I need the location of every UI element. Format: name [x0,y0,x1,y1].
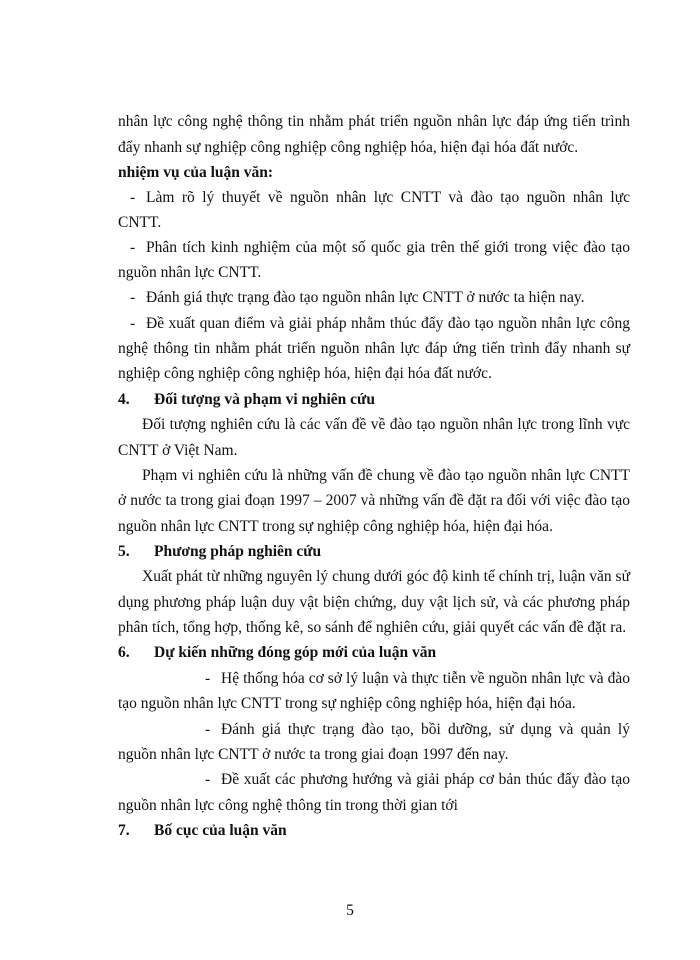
list-item-text: Đề xuất các phương hướng và giải pháp cơ bản thúc đẩy đào tạo [221,771,630,788]
section-title: Đối tượng và phạm vi nghiên cứu [154,391,375,408]
section-number: 6. [118,644,130,661]
section-number: 5. [118,543,130,560]
section-heading-7 [118,821,287,841]
section-title: Dự kiến những đóng góp mới của luận văn [154,644,437,661]
paragraph-line: Phạm vi nghiên cứu là những vấn đề chung về đào tạo nguồn nhân lực CNTT [142,467,630,484]
paragraph-line: ở nước ta trong giai đoạn 1997 – 2007 và những vấn đề đặt ra đối với việc đào tạo [118,492,630,509]
bullet-dash: - [130,239,136,256]
paragraph-line: nhân lực công nghệ thông tin nhằm phát triển nguồn nhân lực đáp ứng tiến trình [118,113,630,130]
paragraph-line: nguồn nhân lực CNTT ở nước ta trong giai đoạn 1997 đến nay. [118,746,509,763]
paragraph-line: đẩy nhanh sự nghiệp công nghiệp công nghiệp hóa, hiện đại hóa đất nước. [118,139,579,156]
section-heading-nhiem-vu: nhiệm vụ của luận văn: [118,164,274,181]
section-title: Phương pháp nghiên cứu [154,543,322,560]
page-number: 5 [346,902,354,919]
section-heading-6 [118,643,436,663]
paragraph-line: CNTT. [118,214,162,231]
section-heading-5 [118,542,321,562]
bullet-dash: - [130,315,136,332]
bullet-dash: - [130,189,136,206]
paragraph-line: nghiệp công nghiệp công nghiệp hóa, hiện đại hóa đất nước. [118,365,492,382]
section-number: 4. [118,391,130,408]
paragraph-line: nguồn nhân lực CNTT trong sự nghiệp công nghiệp hóa, hiện đại hóa. [118,518,553,535]
bullet-dash: - [205,670,211,687]
section-title: Bố cục của luận văn [154,822,287,839]
bullet-dash: - [205,721,211,738]
list-item [130,314,630,334]
paragraph-line: Đối tượng nghiên cứu là các vấn đề về đào tạo nguồn nhân lực trong lĩnh vực [142,416,630,433]
paragraph-line: Xuất phát từ những nguyên lý chung dưới góc độ kinh tế chính trị, luận văn sử [142,568,630,585]
list-item-text: Phân tích kinh nghiệm của một số quốc gia trên thế giới trong việc đào tạo [146,239,630,256]
paragraph-line: nguồn nhân lực công nghệ thông tin trong thời gian tới [118,797,458,814]
list-item-text: Đề xuất quan điểm và giải pháp nhằm thúc đẩy đào tạo nguồn nhân lực công [146,315,630,332]
list-item [205,720,630,740]
bullet-dash: - [205,771,211,788]
section-heading-4 [118,390,375,410]
list-item [130,288,584,308]
paragraph-line: phân tích, tổng hợp, thống kê, so sánh để nghiên cứu, giải quyết các vấn đề đặt ra. [118,619,627,636]
paragraph-line: dụng phương pháp luận duy vật biện chứng, duy vật lịch sử, và các phương pháp [118,594,630,611]
list-item [130,188,630,208]
paragraph-line: nguồn nhân lực CNTT. [118,264,262,281]
paragraph-line: nghệ thông tin nhằm phát triển nguồn nhân lực đáp ứng tiến trình đẩy nhanh sự [118,340,630,357]
bullet-dash: - [130,289,136,306]
list-item [130,238,630,258]
paragraph-line: CNTT ở Việt Nam. [118,442,238,459]
paragraph-line: tạo nguồn nhân lực CNTT trong sự nghiệp công nghiệp hóa, hiện đại hóa. [118,695,576,712]
section-number: 7. [118,822,130,839]
list-item-text: Hệ thống hóa cơ sở lý luận và thực tiễn về nguồn nhân lực và đào [221,670,630,687]
list-item-text: Làm rõ lý thuyết về nguồn nhân lực CNTT và đào tạo nguồn nhân lực [146,189,630,206]
list-item [205,669,630,689]
list-item [205,770,630,790]
list-item-text: Đánh giá thực trạng đào tạo nguồn nhân lực CNTT ở nước ta hiện nay. [146,289,585,306]
list-item-text: Đánh giá thực trạng đào tạo, bồi dưỡng, sử dụng và quản lý [221,721,630,738]
